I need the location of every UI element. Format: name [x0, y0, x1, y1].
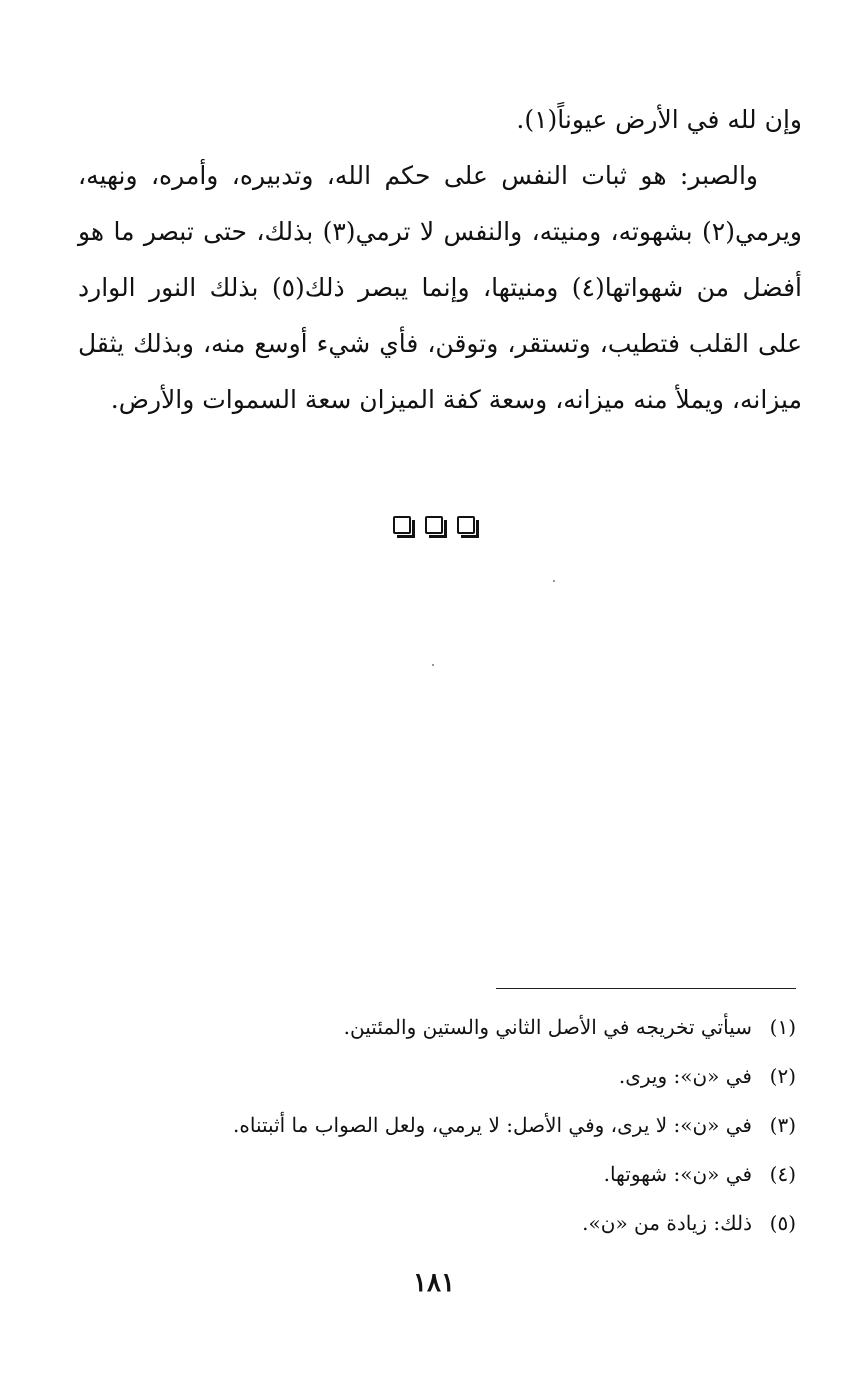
- footnote-text: في «ن»: ويرى.: [618, 1064, 752, 1088]
- paper-speck: [553, 580, 555, 582]
- footnote-item: [116, 1150, 796, 1199]
- footnote-number: (٢): [769, 1064, 796, 1088]
- footnote-text: في «ن»: شهوتها.: [603, 1162, 752, 1186]
- footnote-item: [116, 1101, 796, 1150]
- separator-square-icon: [393, 516, 411, 534]
- section-separator: [0, 516, 868, 546]
- paper-speck: [432, 664, 434, 666]
- footnote-item: [116, 1052, 796, 1101]
- paragraph-1: وإن لله في الأرض عيوناً(١).: [516, 105, 802, 134]
- separator-square-icon: [425, 516, 443, 534]
- footnote-item: [116, 1003, 796, 1052]
- footnote-number: (٤): [769, 1162, 796, 1186]
- footnote-item: [116, 1199, 796, 1248]
- footnote-number: (٥): [769, 1211, 796, 1235]
- footnote-text: سيأتي تخريجه في الأصل الثاني والستين والمئتين.: [343, 1015, 752, 1039]
- main-text-block: [78, 92, 802, 428]
- footnote-divider: [496, 988, 796, 989]
- paragraph-2: والصبر: هو ثبات النفس على حكم الله، وتدبيره، وأمره، ونهيه، ويرمي(٢) بشهوته، ومنيته، والنفس لا ترمي(٣) بذلك، حتى تبصر ما هو أفضل من شهواتها(٤) ومنيتها، وإنما يبصر ذلك(٥) بذلك النور الوارد على القلب فتطيب، وتستقر، وتوقن، فأي شيء أوسع منه، وبذلك يثقل ميزانه، ويملأ منه ميزانه، وسعة كفة الميزان سعة السموات والأرض.: [78, 161, 802, 414]
- footnote-number: (١): [769, 1015, 796, 1039]
- page-number: ١٨١: [413, 1268, 455, 1298]
- footnote-text: في «ن»: لا يرى، وفي الأصل: لا يرمي، ولعل الصواب ما أثبتناه.: [233, 1113, 752, 1137]
- footnote-number: (٣): [769, 1113, 796, 1137]
- footnotes: [116, 1003, 796, 1248]
- footnote-text: ذلك: زيادة من «ن».: [582, 1211, 752, 1235]
- separator-square-icon: [457, 516, 475, 534]
